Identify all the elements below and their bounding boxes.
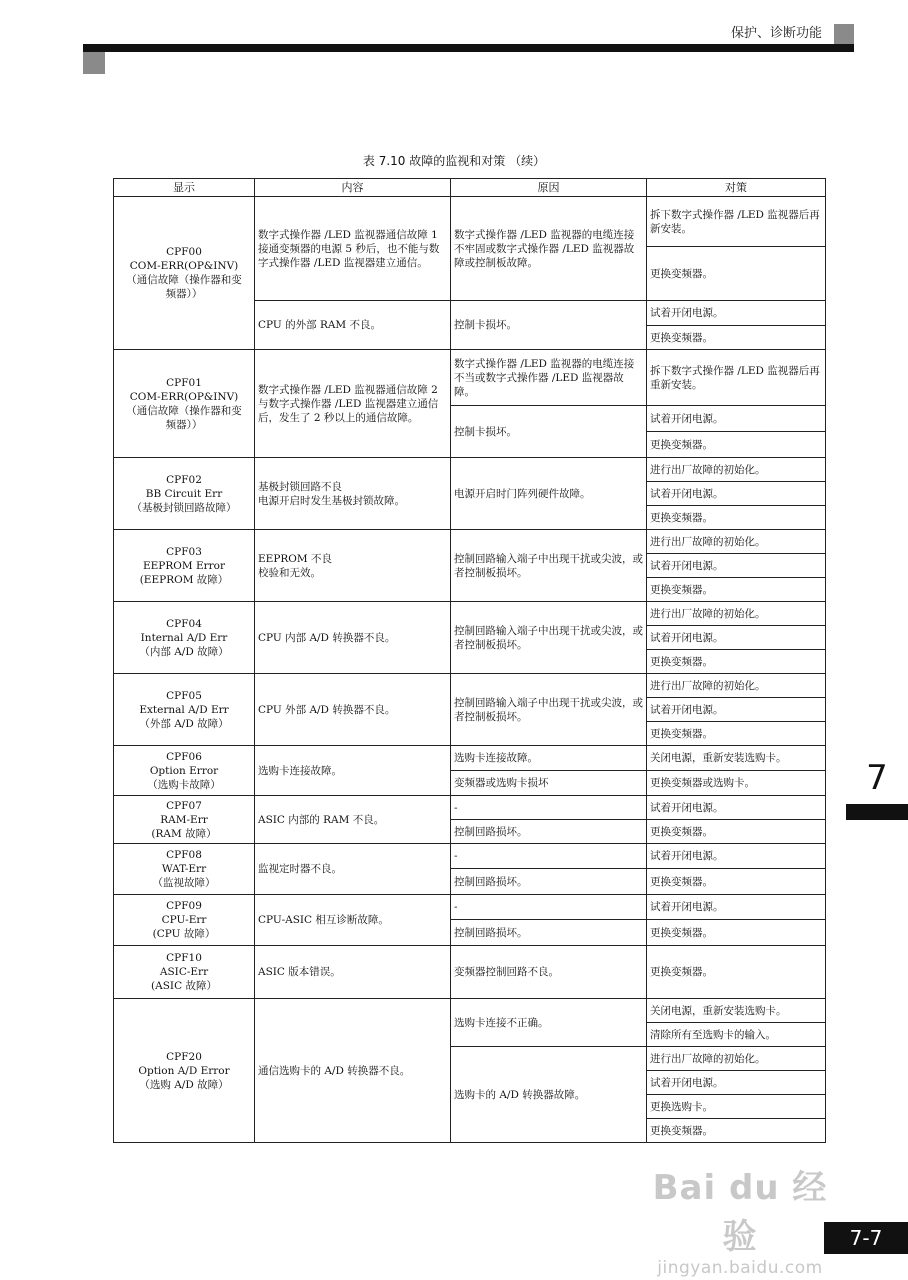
display-cell: CPF10 ASIC-Err (ASIC 故障） — [114, 946, 255, 999]
action-cell: 进行出厂故障的初始化。 — [647, 458, 826, 482]
action-cell: 进行出厂故障的初始化。 — [647, 530, 826, 554]
content-cell: ASIC 内部的 RAM 不良。 — [255, 796, 451, 844]
display-cell: CPF02 BB Circuit Err （基极封锁回路故障） — [114, 458, 255, 530]
action-cell: 更换变频器。 — [647, 247, 826, 301]
table-row — [114, 458, 826, 482]
display-cell: CPF05 External A/D Err （外部 A/D 故障） — [114, 674, 255, 746]
display-cell: CPF06 Option Error （选购卡故障） — [114, 746, 255, 796]
action-cell: 清除所有至选购卡的输入。 — [647, 1023, 826, 1047]
content-cell: 通信选购卡的 A/D 转换器不良。 — [255, 999, 451, 1143]
column-header-action: 对策 — [647, 179, 826, 197]
action-cell: 进行出厂故障的初始化。 — [647, 1047, 826, 1071]
display-cell: CPF03 EEPROM Error (EEPROM 故障） — [114, 530, 255, 602]
action-cell: 关闭电源，重新安装选购卡。 — [647, 999, 826, 1023]
content-cell: 数字式操作器 /LED 监视器通信故障 2 与数字式操作器 /LED 监视器建立通信后，发生了 2 秒以上的通信故障。 — [255, 350, 451, 458]
action-cell: 试着开闭电源。 — [647, 698, 826, 722]
cause-cell: 控制卡损坏。 — [451, 301, 647, 350]
table-row — [114, 530, 826, 554]
header-marker-left — [83, 52, 105, 74]
chapter-number: 7 — [866, 758, 888, 798]
display-cell: CPF08 WAT-Err （监视故障） — [114, 844, 255, 895]
column-header-content: 内容 — [255, 179, 451, 197]
watermark-url: jingyan.baidu.com — [657, 1258, 823, 1278]
fault-table — [113, 178, 826, 1143]
page-number: 7-7 — [824, 1222, 908, 1254]
table-row — [114, 796, 826, 820]
action-cell: 拆下数字式操作器 /LED 监视器后再重新安装。 — [647, 350, 826, 406]
action-cell: 更换变频器。 — [647, 869, 826, 895]
table-row — [114, 844, 826, 869]
watermark-logo: Bai du 经验 — [652, 1168, 828, 1257]
cause-cell: - — [451, 844, 647, 869]
content-cell: CPU-ASIC 相互诊断故障。 — [255, 895, 451, 946]
content-cell: 监视定时器不良。 — [255, 844, 451, 895]
cause-cell: - — [451, 895, 647, 920]
action-cell: 关闭电源，重新安装选购卡。 — [647, 746, 826, 771]
action-cell: 进行出厂故障的初始化。 — [647, 674, 826, 698]
table-row — [114, 350, 826, 406]
action-cell: 更换变频器。 — [647, 946, 826, 999]
cause-cell: 控制回路输入端子中出现干扰或尖波，或者控制板损坏。 — [451, 674, 647, 746]
display-cell: CPF07 RAM-Err (RAM 故障） — [114, 796, 255, 844]
column-header-cause: 原因 — [451, 179, 647, 197]
action-cell: 更换变频器。 — [647, 920, 826, 946]
action-cell: 试着开闭电源。 — [647, 406, 826, 432]
content-cell: 基极封锁回路不良 电源开启时发生基极封锁故障。 — [255, 458, 451, 530]
table-row — [114, 674, 826, 698]
action-cell: 更换变频器。 — [647, 820, 826, 844]
display-cell: CPF20 Option A/D Error （选购 A/D 故障） — [114, 999, 255, 1143]
cause-cell: - — [451, 796, 647, 820]
table-header-row — [114, 179, 826, 197]
action-cell: 更换变频器或选购卡。 — [647, 771, 826, 796]
action-cell: 试着开闭电源。 — [647, 844, 826, 869]
action-cell: 试着开闭电源。 — [647, 626, 826, 650]
action-cell: 试着开闭电源。 — [647, 301, 826, 326]
table-row — [114, 946, 826, 999]
cause-cell: 控制回路输入端子中出现干扰或尖波，或者控制板损坏。 — [451, 530, 647, 602]
action-cell: 试着开闭电源。 — [647, 796, 826, 820]
section-title: 保护、诊断功能 — [730, 26, 822, 41]
content-cell: CPU 外部 A/D 转换器不良。 — [255, 674, 451, 746]
table-row — [114, 895, 826, 920]
action-cell: 试着开闭电源。 — [647, 1071, 826, 1095]
action-cell: 更换变频器。 — [647, 578, 826, 602]
cause-cell: 选购卡连接不正确。 — [451, 999, 647, 1047]
action-cell: 更换变频器。 — [647, 1119, 826, 1143]
table-row — [114, 999, 826, 1023]
display-cell: CPF09 CPU-Err (CPU 故障） — [114, 895, 255, 946]
table-row — [114, 602, 826, 626]
cause-cell: 控制回路损坏。 — [451, 820, 647, 844]
action-cell: 更换选购卡。 — [647, 1095, 826, 1119]
display-cell: CPF01 COM-ERR(OP&INV) （通信故障（操作器和变 频器）） — [114, 350, 255, 458]
content-cell: ASIC 版本错误。 — [255, 946, 451, 999]
display-cell: CPF00 COM-ERR(OP&INV) （通信故障（操作器和变 频器）） — [114, 197, 255, 350]
action-cell: 试着开闭电源。 — [647, 895, 826, 920]
cause-cell: 选购卡连接故障。 — [451, 746, 647, 771]
action-cell: 进行出厂故障的初始化。 — [647, 602, 826, 626]
cause-cell: 控制回路损坏。 — [451, 869, 647, 895]
content-cell: EEPROM 不良 校验和无效。 — [255, 530, 451, 602]
content-cell: CPU 的外部 RAM 不良。 — [255, 301, 451, 350]
display-cell: CPF04 Internal A/D Err （内部 A/D 故障） — [114, 602, 255, 674]
action-cell: 试着开闭电源。 — [647, 482, 826, 506]
action-cell: 更换变频器。 — [647, 506, 826, 530]
action-cell: 更换变频器。 — [647, 326, 826, 350]
cause-cell: 电源开启时门阵列硬件故障。 — [451, 458, 647, 530]
action-cell: 试着开闭电源。 — [647, 554, 826, 578]
table-caption: 表 7.10 故障的监视和对策 （续） — [362, 154, 546, 168]
table-row — [114, 746, 826, 771]
content-cell: CPU 内部 A/D 转换器不良。 — [255, 602, 451, 674]
cause-cell: 选购卡的 A/D 转换器故障。 — [451, 1047, 647, 1143]
cause-cell: 控制卡损坏。 — [451, 406, 647, 458]
watermark — [640, 1160, 840, 1278]
cause-cell: 控制回路损坏。 — [451, 920, 647, 946]
action-cell: 更换变频器。 — [647, 722, 826, 746]
action-cell: 更换变频器。 — [647, 432, 826, 458]
cause-cell: 控制回路输入端子中出现干扰或尖波，或者控制板损坏。 — [451, 602, 647, 674]
column-header-display: 显示 — [114, 179, 255, 197]
action-cell: 拆下数字式操作器 /LED 监视器后再新安装。 — [647, 197, 826, 247]
cause-cell: 数字式操作器 /LED 监视器的电缆连接不牢固或数字式操作器 /LED 监视器故障或控制板故障。 — [451, 197, 647, 301]
table-row — [114, 197, 826, 247]
content-cell: 数字式操作器 /LED 监视器通信故障 1 接通变频器的电源 5 秒后，也不能与数字式操作器 /LED 监视器建立通信。 — [255, 197, 451, 301]
action-cell: 更换变频器。 — [647, 650, 826, 674]
cause-cell: 变频器或选购卡损坏 — [451, 771, 647, 796]
chapter-tab-bar — [846, 804, 908, 820]
cause-cell: 数字式操作器 /LED 监视器的电缆连接不当或数字式操作器 /LED 监视器故障。 — [451, 350, 647, 406]
content-cell: 选购卡连接故障。 — [255, 746, 451, 796]
cause-cell: 变频器控制回路不良。 — [451, 946, 647, 999]
header-rule — [83, 44, 854, 52]
